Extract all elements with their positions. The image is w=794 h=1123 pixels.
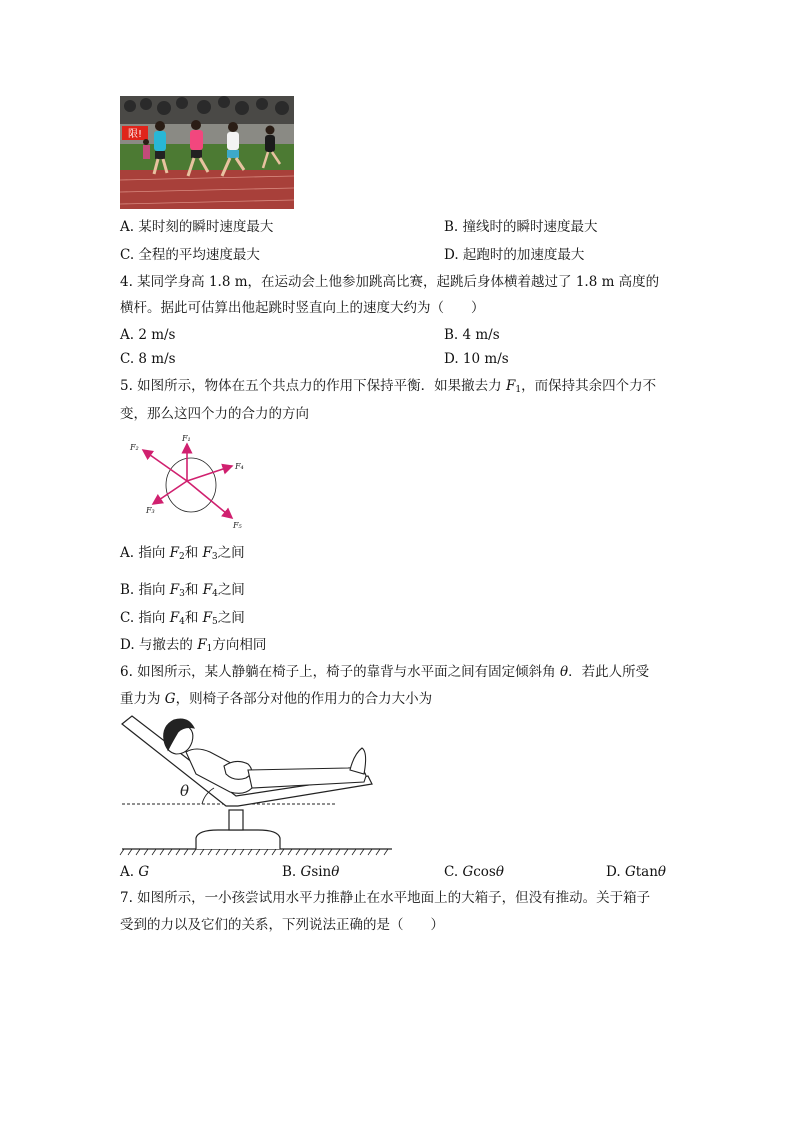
q7-stem-line1: 7. 如图所示，一小孩尝试用水平力推静止在水平地面上的大箱子，但没有推动。关于箱子 xyxy=(120,890,651,906)
force-f3-arrow xyxy=(153,481,187,504)
q6-stem-line1: 6. 如图所示，某人静躺在椅子上，椅子的靠背与水平面之间有固定倾斜角 θ．若此人所受 xyxy=(120,664,650,680)
reclining-chair-diagram xyxy=(118,712,398,857)
q4-option-d: D. 10 m/s xyxy=(444,351,509,367)
q5-option-c: C. 指向 $F_4$和 $F_5$之间 xyxy=(120,610,245,627)
chair-base xyxy=(196,830,280,849)
q6-option-d: D. Gtanθ xyxy=(606,864,667,880)
q3-option-a: A. 某时刻的瞬时速度最大 xyxy=(120,219,274,235)
label-f4: F₄ xyxy=(235,462,244,471)
photo-banner-text: 限! xyxy=(127,129,143,140)
theta-label: θ xyxy=(180,782,190,800)
q7-stem-line2: 受到的力以及它们的关系，下列说法正确的是（ ） xyxy=(120,917,444,933)
q6-option-c: C. Gcosθ xyxy=(444,864,504,880)
label-f5: F₅ xyxy=(233,521,242,530)
q6-stem-line2: 重力为 G，则椅子各部分对他的作用力的合力大小为 xyxy=(120,691,433,707)
chair-post xyxy=(229,810,243,830)
q4-stem-line1: 4. 某同学身高 1.8 m，在运动会上他参加跳高比赛，起跳后身体横着越过了 1.8 m 高度的 xyxy=(120,274,660,290)
force-f2-arrow xyxy=(143,450,187,481)
q5-option-a: A. 指向 $F_2$和 $F_3$之间 xyxy=(120,545,245,562)
q4-stem-line2: 横杆。据此可估算出他起跳时竖直向上的速度大约为（ ） xyxy=(120,300,485,316)
q4-option-a: A. 2 m/s xyxy=(120,327,176,343)
q5-stem-line1: 5. 如图所示，物体在五个共点力的作用下保持平衡．如果撤去力 $F_1$，而保持其余四个力不 xyxy=(120,378,657,395)
chair-frame xyxy=(122,716,372,806)
q3-option-d: D. 起跑时的加速度最大 xyxy=(444,247,585,263)
q3-option-b: B. 撞线时的瞬时速度最大 xyxy=(444,219,598,235)
q6-option-b: B. Gsinθ xyxy=(282,864,340,880)
label-f3: F₃ xyxy=(146,506,155,515)
five-forces-diagram xyxy=(124,430,254,530)
reclining-person xyxy=(164,719,366,793)
q4-option-c: C. 8 m/s xyxy=(120,351,176,367)
q3-option-c: C. 全程的平均速度最大 xyxy=(120,247,260,263)
label-f2: F₂ xyxy=(130,443,139,452)
running-race-photo xyxy=(120,96,294,209)
label-f1: F₁ xyxy=(182,434,191,443)
force-f5-arrow xyxy=(187,481,232,518)
q4-option-b: B. 4 m/s xyxy=(444,327,500,343)
q5-stem-line2: 变，那么这四个力的合力的方向 xyxy=(120,406,309,422)
q6-option-a: A. G xyxy=(120,864,150,880)
q5-option-d: D. 与撤去的 $F_1$方向相同 xyxy=(120,637,267,654)
q5-option-b: B. 指向 $F_3$和 $F_4$之间 xyxy=(120,582,245,599)
feet xyxy=(350,748,366,774)
force-f4-arrow xyxy=(187,466,232,481)
